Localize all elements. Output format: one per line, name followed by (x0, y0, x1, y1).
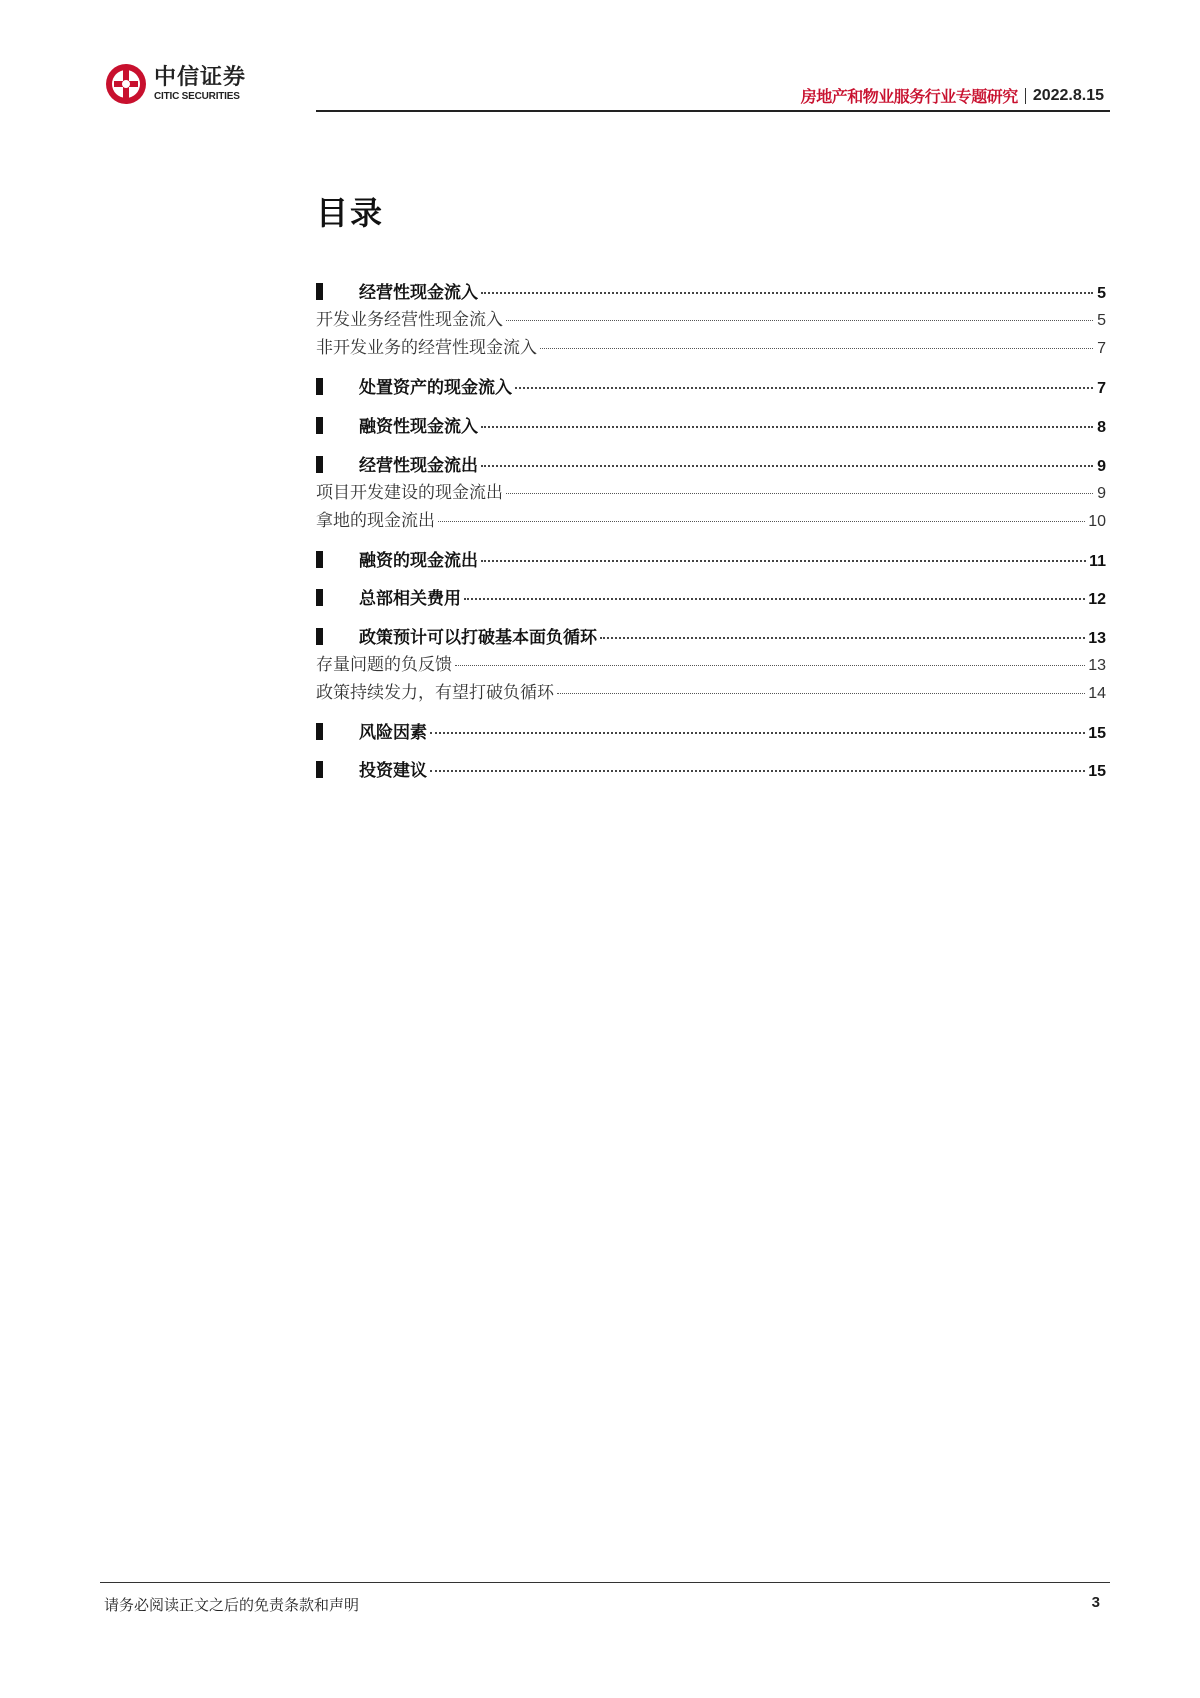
toc-entry[interactable] (316, 678, 1106, 704)
toc-entry[interactable] (316, 333, 1106, 359)
dot-leader (540, 348, 1093, 349)
toc-entry-label: 拿地的现金流出 (316, 511, 435, 531)
toc-entry-page: 7 (1097, 340, 1106, 357)
section-bullet-icon (316, 723, 323, 740)
dot-leader (600, 637, 1085, 639)
toc-entry-page: 9 (1097, 485, 1106, 502)
header-separator (1025, 88, 1026, 104)
dot-leader (506, 320, 1093, 321)
toc-entry-label: 总部相关费用 (359, 589, 461, 609)
section-bullet-icon (316, 589, 323, 606)
toc-entry[interactable] (316, 278, 1106, 304)
citic-logo-icon (104, 62, 148, 106)
section-bullet-icon (316, 551, 323, 568)
toc-entry-page: 8 (1097, 419, 1106, 436)
toc-entry-label: 风险因素 (359, 723, 427, 743)
toc-entry-page: 15 (1088, 763, 1106, 780)
toc-entry-page: 15 (1088, 725, 1106, 742)
toc-entry-label: 投资建议 (359, 761, 427, 781)
dot-leader (557, 693, 1085, 694)
toc-entry[interactable] (316, 305, 1106, 331)
toc-entry[interactable] (316, 546, 1106, 572)
section-bullet-icon (316, 417, 323, 434)
dot-leader (481, 292, 1093, 294)
toc-entry-page: 9 (1097, 458, 1106, 475)
dot-leader (481, 465, 1093, 467)
report-title: 房地产和物业服务行业专题研究 (800, 87, 1018, 106)
dot-leader (515, 387, 1093, 389)
toc-entry[interactable] (316, 373, 1106, 399)
toc-entry-page: 13 (1088, 657, 1106, 674)
toc-entry[interactable] (316, 718, 1106, 744)
dot-leader (481, 426, 1093, 428)
toc-entry[interactable] (316, 412, 1106, 438)
section-bullet-icon (316, 761, 323, 778)
dot-leader (481, 560, 1086, 562)
toc-entry-page: 14 (1088, 685, 1106, 702)
section-bullet-icon (316, 283, 323, 300)
toc-entry-page: 11 (1089, 553, 1106, 570)
toc-entry-page: 13 (1088, 630, 1106, 647)
header-meta (801, 84, 1104, 107)
toc-entry[interactable] (316, 584, 1106, 610)
toc-entry-label: 政策预计可以打破基本面负循环 (359, 628, 597, 648)
toc-entry-label: 开发业务经营性现金流入 (316, 310, 503, 330)
toc-entry-label: 经营性现金流入 (359, 283, 478, 303)
citic-logo (104, 62, 246, 106)
report-date: 2022.8.15 (1032, 86, 1104, 104)
toc-entry-label: 经营性现金流出 (359, 456, 478, 476)
toc-entry-page: 5 (1097, 285, 1106, 302)
toc-entry-label: 融资的现金流出 (359, 551, 478, 571)
dot-leader (430, 770, 1085, 772)
dot-leader (438, 521, 1085, 522)
header-divider (316, 110, 1110, 112)
toc-entry-page: 7 (1097, 380, 1106, 397)
toc-entry-label: 政策持续发力，有望打破负循环 (316, 683, 554, 703)
toc-entry[interactable] (316, 451, 1106, 477)
toc-entry-label: 非开发业务的经营性现金流入 (316, 338, 537, 358)
logo-chinese-name: 中信证券 (154, 64, 247, 90)
toc-entry[interactable] (316, 756, 1106, 782)
section-bullet-icon (316, 456, 323, 473)
toc-entry[interactable] (316, 506, 1106, 532)
toc-entry-label: 项目开发建设的现金流出 (316, 483, 503, 503)
toc-entry-label: 存量问题的负反馈 (316, 655, 452, 675)
logo-english-name: CITIC SECURITIES (154, 90, 240, 102)
footer-disclaimer: 请务必阅读正文之后的免责条款和声明 (104, 1596, 360, 1614)
toc-entry-label: 融资性现金流入 (359, 417, 478, 437)
dot-leader (506, 493, 1093, 494)
dot-leader (464, 598, 1085, 600)
toc-entry-page: 5 (1097, 312, 1106, 329)
section-bullet-icon (316, 378, 323, 395)
dot-leader (430, 732, 1085, 734)
footer-divider (100, 1582, 1110, 1583)
toc-entry[interactable] (316, 650, 1106, 676)
dot-leader (455, 665, 1085, 666)
toc-entry[interactable] (316, 623, 1106, 649)
section-bullet-icon (316, 628, 323, 645)
toc-entry[interactable] (316, 478, 1106, 504)
page-number: 3 (1091, 1594, 1100, 1611)
toc-entry-page: 10 (1088, 513, 1106, 530)
toc-entry-label: 处置资产的现金流入 (359, 378, 512, 398)
toc-entry-page: 12 (1088, 591, 1106, 608)
toc-title: 目录 (316, 194, 385, 232)
